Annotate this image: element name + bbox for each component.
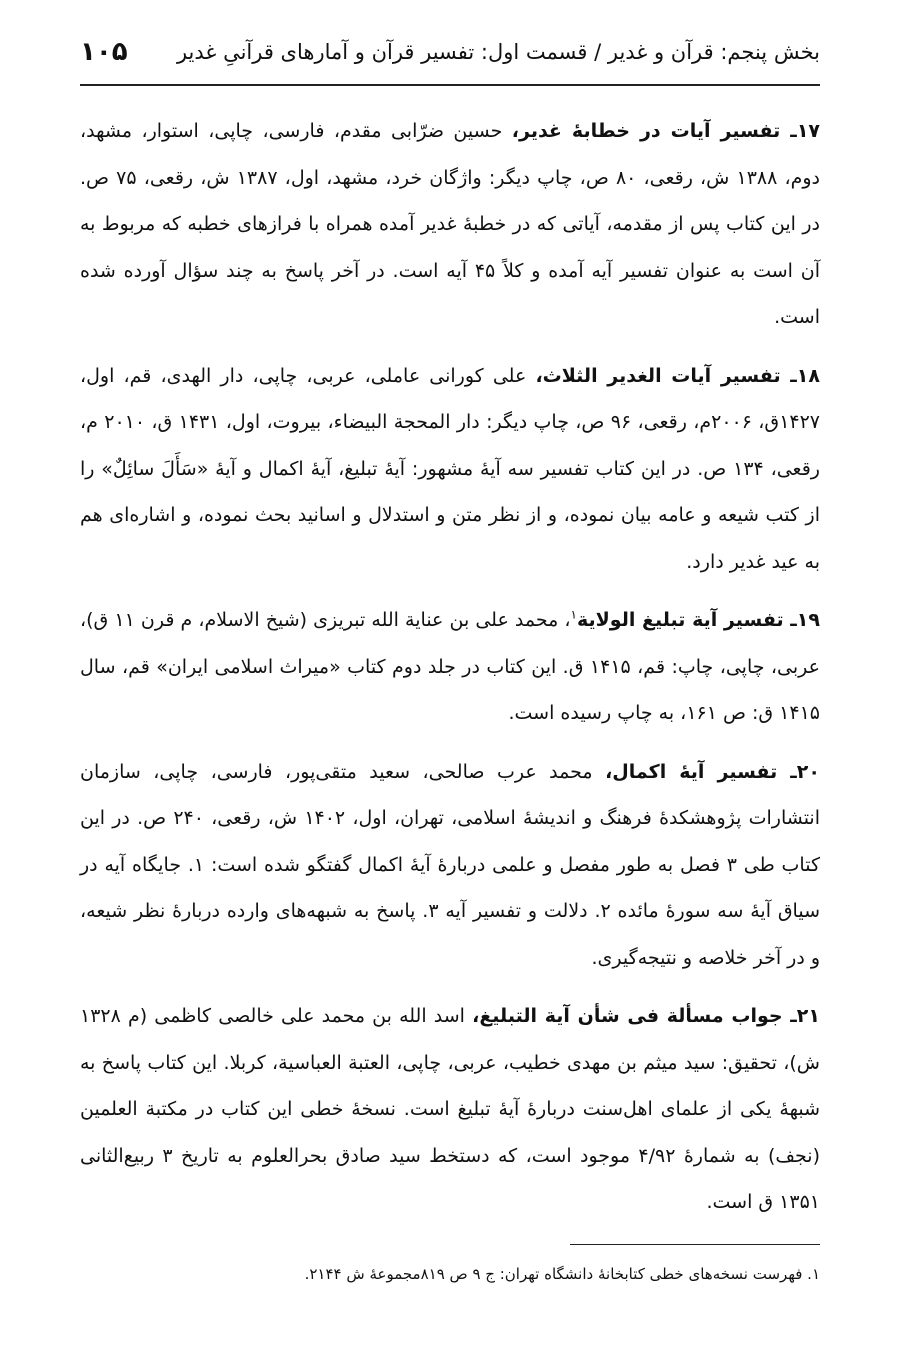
entry-title: ۲۰ـ تفسیر آیهٔ اکمال، — [605, 760, 820, 783]
entry-text: ، محمد علی بن عنایة الله تبریزی (شیخ الاسلام، م قرن ۱۱ ق)، عربی، چاپی، چاپ: قم، ۱۴۱۵ ق. این کتاب در جلد دوم کتاب «میراث اسلامی ایران» قم، سال ۱۴۱۵ ق: ص ۱۶۱، به چاپ رسیده است. — [80, 609, 820, 724]
entry-text: محمد عرب صالحی، سعید متقی‌پور، فارسی، چاپی، سازمان انتشارات پژوهشکدهٔ فرهنگ و اندیشهٔ اسلامی، تهران، اول، ۱۴۰۲ ش، رقعی، ۲۴۰ ص. در این کتاب طی ۳ فصل به طور مفصل و علمی دربارهٔ آیهٔ اکمال گفتگو شده است: ۱. جایگاه آیه در سیاق آیهٔ سه سورهٔ مائده ۲. دلالت و تفسیر آیه ۳. پاسخ به شبهه‌های وارده دربارهٔ نظر شیعه، و در آخر خلاصه و نتیجه‌گیری. — [80, 760, 820, 969]
entry-title: ۱۹ـ تفسیر آیة تبلیغ الولایة — [576, 609, 820, 631]
running-header — [80, 32, 820, 72]
entry-title: ۱۷ـ تفسیر آیات در خطابهٔ غدیر، — [511, 120, 821, 142]
entry-text: علی کورانی عاملی، عربی، چاپی، دار الهدی، قم، اول، ۱۴۲۷ق، ۲۰۰۶م، رقعی، ۹۶ ص، چاپ دیگر: دار المحجة البیضاء، بیروت، اول، ۱۴۳۱ ق، ۲۰۱۰ م، رقعی، ۱۳۴ ص. در این کتاب تفسیر سه آیهٔ مشهور: آیهٔ تبلیغ، آیهٔ اکمال و آیهٔ «سَأَلَ سائِلٌ» را از کتب شیعه و عامه بیان نموده، و از نظر متن و استدلال و اسانید بحث نموده، و اشاره‌ای هم به عید غدیر دارد. — [80, 364, 821, 573]
bibliography-list — [80, 108, 820, 1238]
footnote-reference: ۱ — [570, 607, 577, 622]
footnote-divider — [570, 1244, 820, 1245]
footnote: ۱. فهرست نسخه‌های خطی کتابخانهٔ دانشگاه تهران: ج ۹ ص ۸۱۹مجموعهٔ ش ۲۱۴۴. — [304, 1265, 820, 1283]
entry-title: ۲۱ـ جواب مسألة فی شأن آیة التبلیغ، — [472, 1005, 820, 1027]
entry-text: حسین ضرّابی مقدم، فارسی، چاپی، استوار، مشهد، دوم، ۱۳۸۸ ش، رقعی، ۸۰ ص، چاپ دیگر: واژگان خرد، مشهد، اول، ۱۳۸۷ ش، رقعی، ۷۵ ص. در این کتاب پس از مقدمه، آیاتی که در خطبهٔ غدیر آمده همراه با فرازهای خطبه که مربوط به آن است به عنوان تفسیر آیه آمده و کلاً ۴۵ آیه است. در آخر پاسخ به چند سؤال آورده شده است. — [80, 120, 821, 328]
running-title: بخش پنجم: قرآن و غدیر / قسمت اول: تفسیر قرآن و آمارهای قرآنیِ غدیر — [176, 40, 820, 64]
book-page — [80, 0, 820, 1345]
bibliography-entry-21 — [80, 993, 820, 1226]
bibliography-entry-19 — [80, 597, 820, 737]
bibliography-entry-18 — [80, 353, 820, 586]
entry-title: ۱۸ـ تفسیر آیات الغدیر الثلاث، — [535, 364, 820, 387]
bibliography-entry-17 — [80, 108, 820, 341]
bibliography-entry-20 — [80, 749, 820, 982]
page-number: ۱۰۵ — [80, 37, 128, 67]
header-divider — [80, 84, 820, 86]
entry-text: اسد الله بن محمد علی خالصی کاظمی (م ۱۳۲۸ ش)، تحقیق: سید میثم بن مهدی خطیب، عربی، چاپی، العتبة العباسیة، کربلا. این کتاب پاسخ به شبههٔ یکی از علمای اهل‌سنت دربارهٔ آیهٔ تبلیغ است. نسخهٔ خطی این کتاب در مکتبة العلمین (نجف) به شمارهٔ ۴/۹۲ موجود است، که دستخط سید صادق بحرالعلوم به تاریخ ۳ ربیع‌الثانی ۱۳۵۱ ق است. — [80, 1005, 820, 1213]
